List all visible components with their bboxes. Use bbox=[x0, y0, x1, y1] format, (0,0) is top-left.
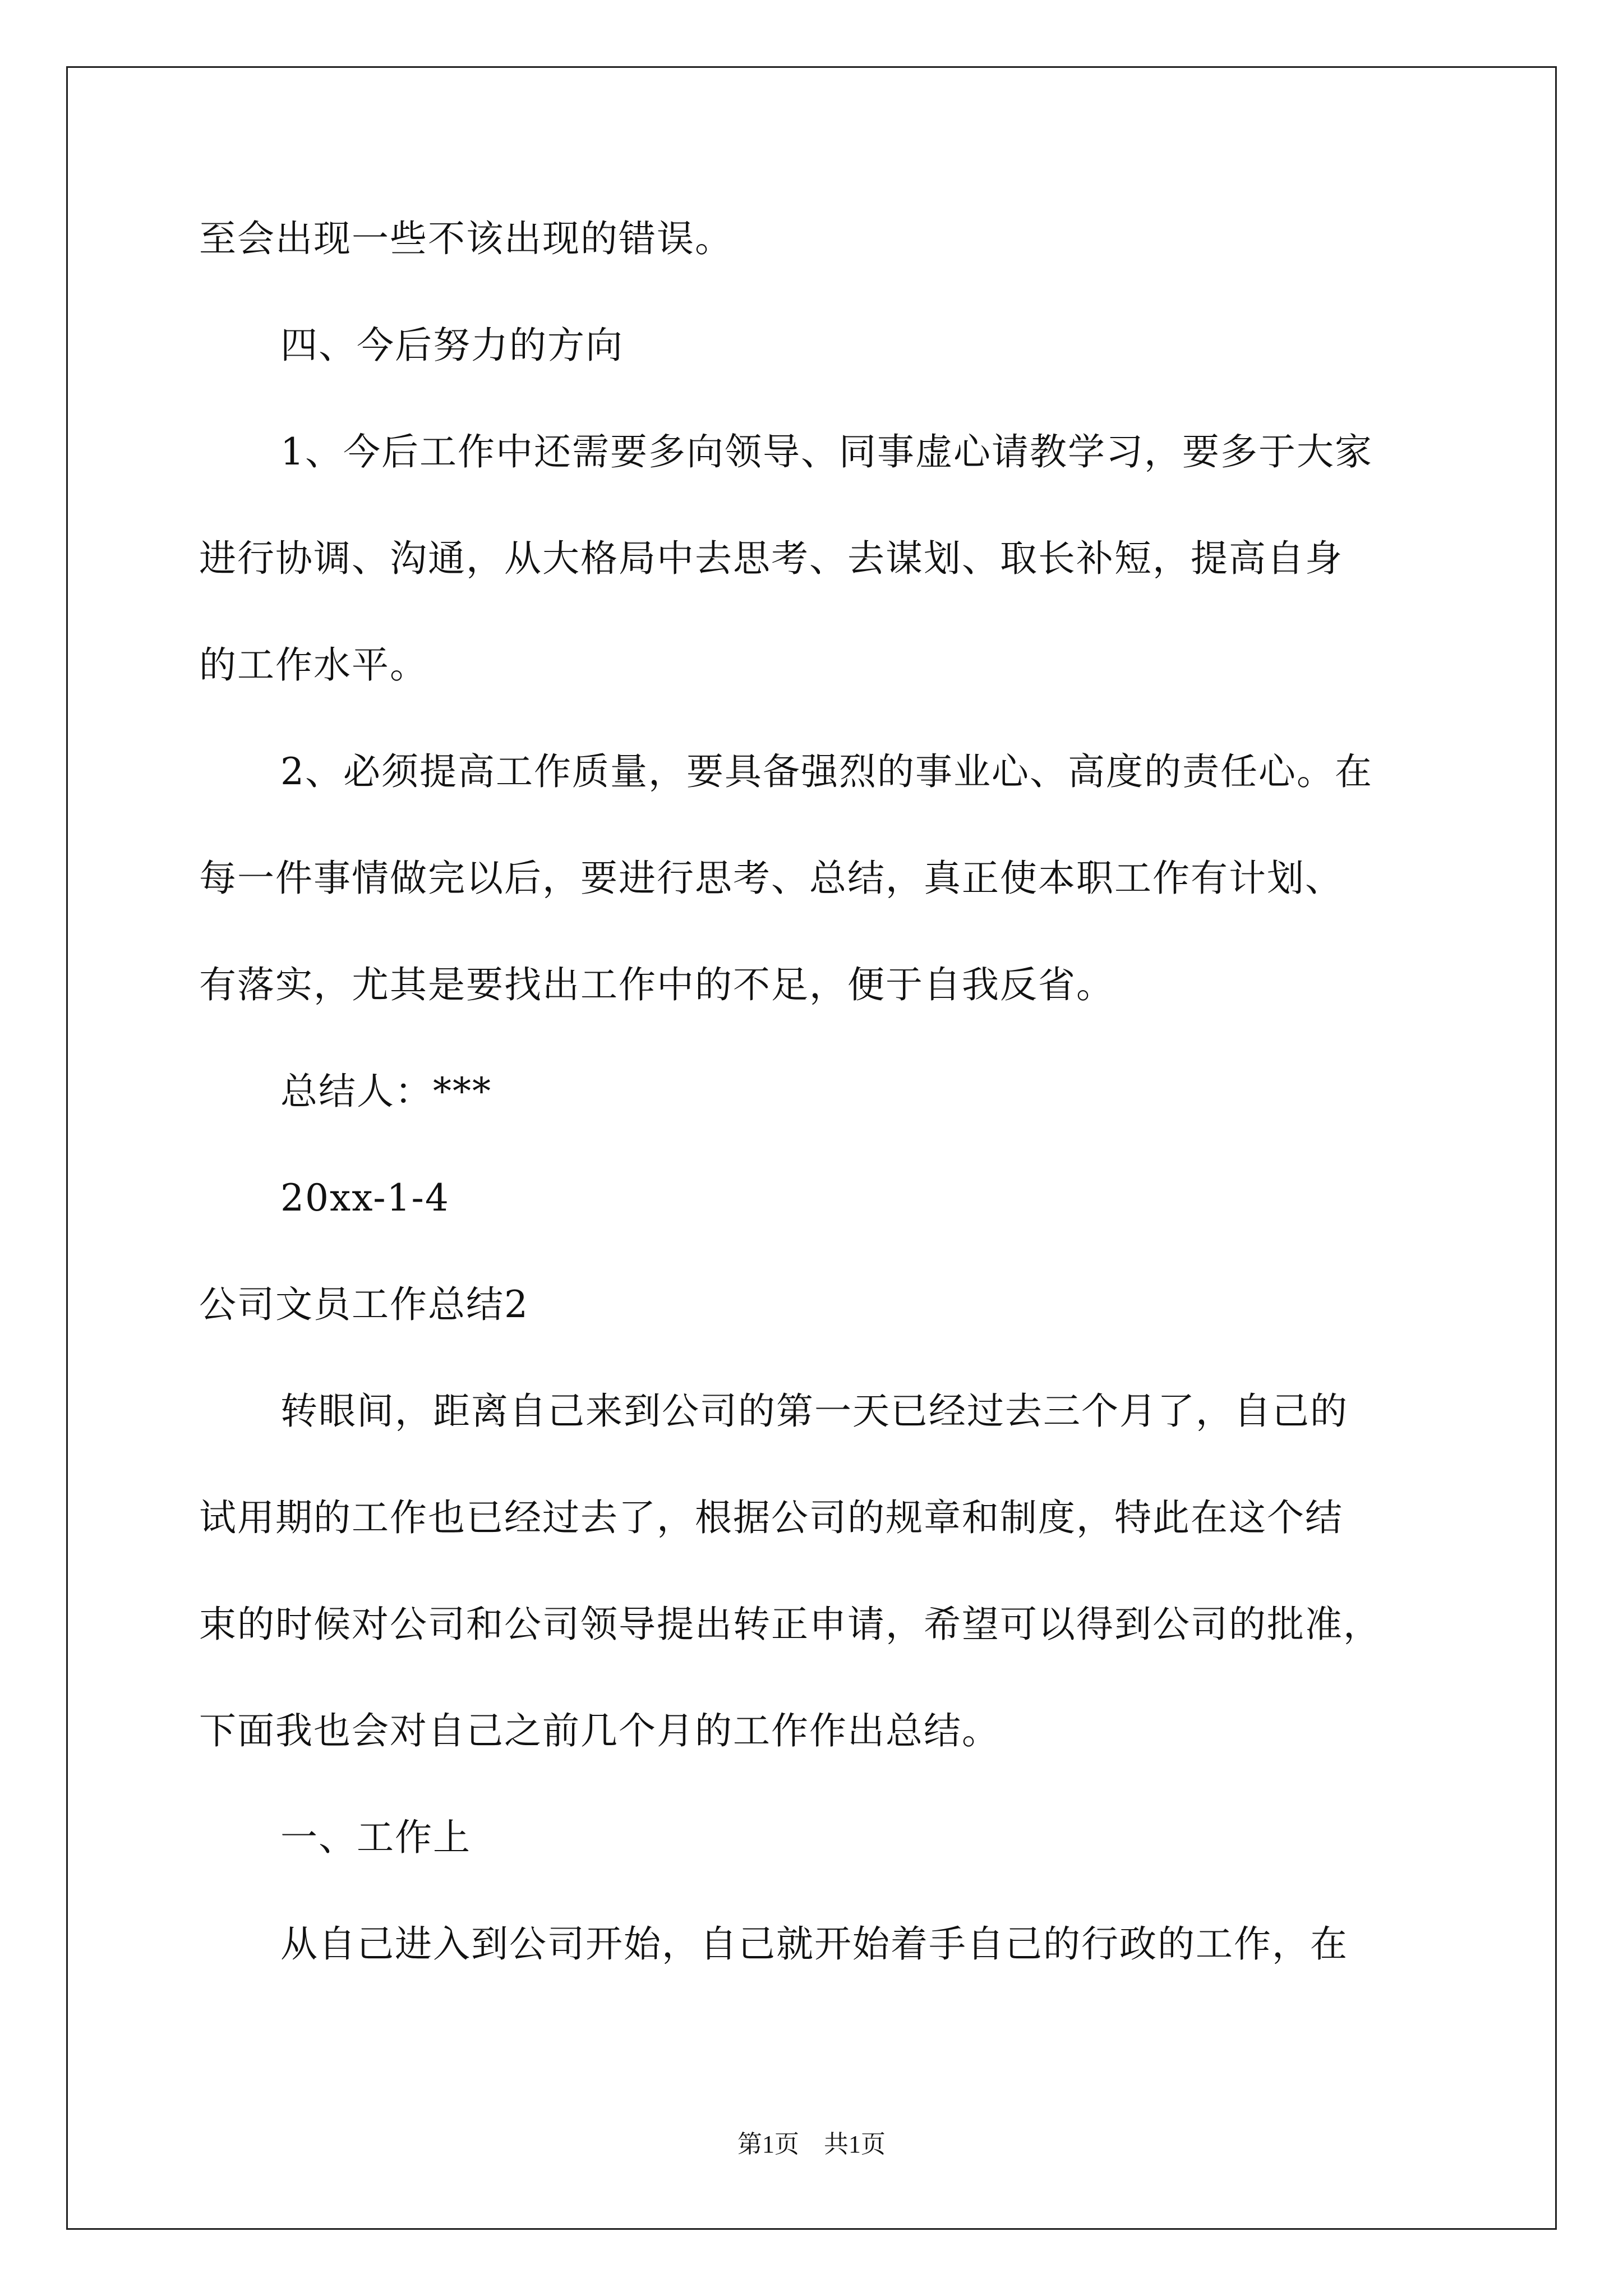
text-line: 进行协调、沟通，从大格局中去思考、去谋划、取长补短，提高自身 bbox=[199, 537, 1343, 580]
signature-line: 总结人：*** bbox=[280, 1070, 492, 1113]
section-heading: 四、今后努力的方向 bbox=[280, 324, 624, 367]
text-line: 下面我也会对自己之前几个月的工作作出总结。 bbox=[199, 1709, 1000, 1752]
document-title: 公司文员工作总结2 bbox=[199, 1283, 529, 1326]
date-line: 20xx-1-4 bbox=[280, 1176, 450, 1220]
text-line: 每一件事情做完以后，要进行思考、总结，真正使本职工作有计划、 bbox=[199, 857, 1343, 900]
text-line: 转眼间，距离自己来到公司的第一天已经过去三个月了，自己的 bbox=[280, 1389, 1348, 1433]
text-line: 1、今后工作中还需要多向领导、同事虚心请教学习，要多于大家 bbox=[280, 430, 1373, 473]
text-line: 2、必须提高工作质量，要具备强烈的事业心、高度的责任心。在 bbox=[280, 750, 1373, 793]
text-line: 试用期的工作也已经过去了，根据公司的规章和制度，特此在这个结 bbox=[199, 1496, 1343, 1539]
page-border bbox=[66, 66, 1557, 2230]
text-line: 至会出现一些不该出现的错误。 bbox=[199, 217, 733, 260]
page-footer: 第1页 共1页 bbox=[737, 2131, 886, 2158]
text-line: 束的时候对公司和公司领导提出转正申请，希望可以得到公司的批准， bbox=[199, 1603, 1381, 1646]
text-line: 的工作水平。 bbox=[199, 643, 428, 687]
text-line: 从自己进入到公司开始，自己就开始着手自己的行政的工作，在 bbox=[280, 1922, 1348, 1966]
text-line: 有落实，尤其是要找出工作中的不足，便于自我反省。 bbox=[199, 963, 1114, 1006]
section-heading: 一、工作上 bbox=[280, 1816, 471, 1859]
